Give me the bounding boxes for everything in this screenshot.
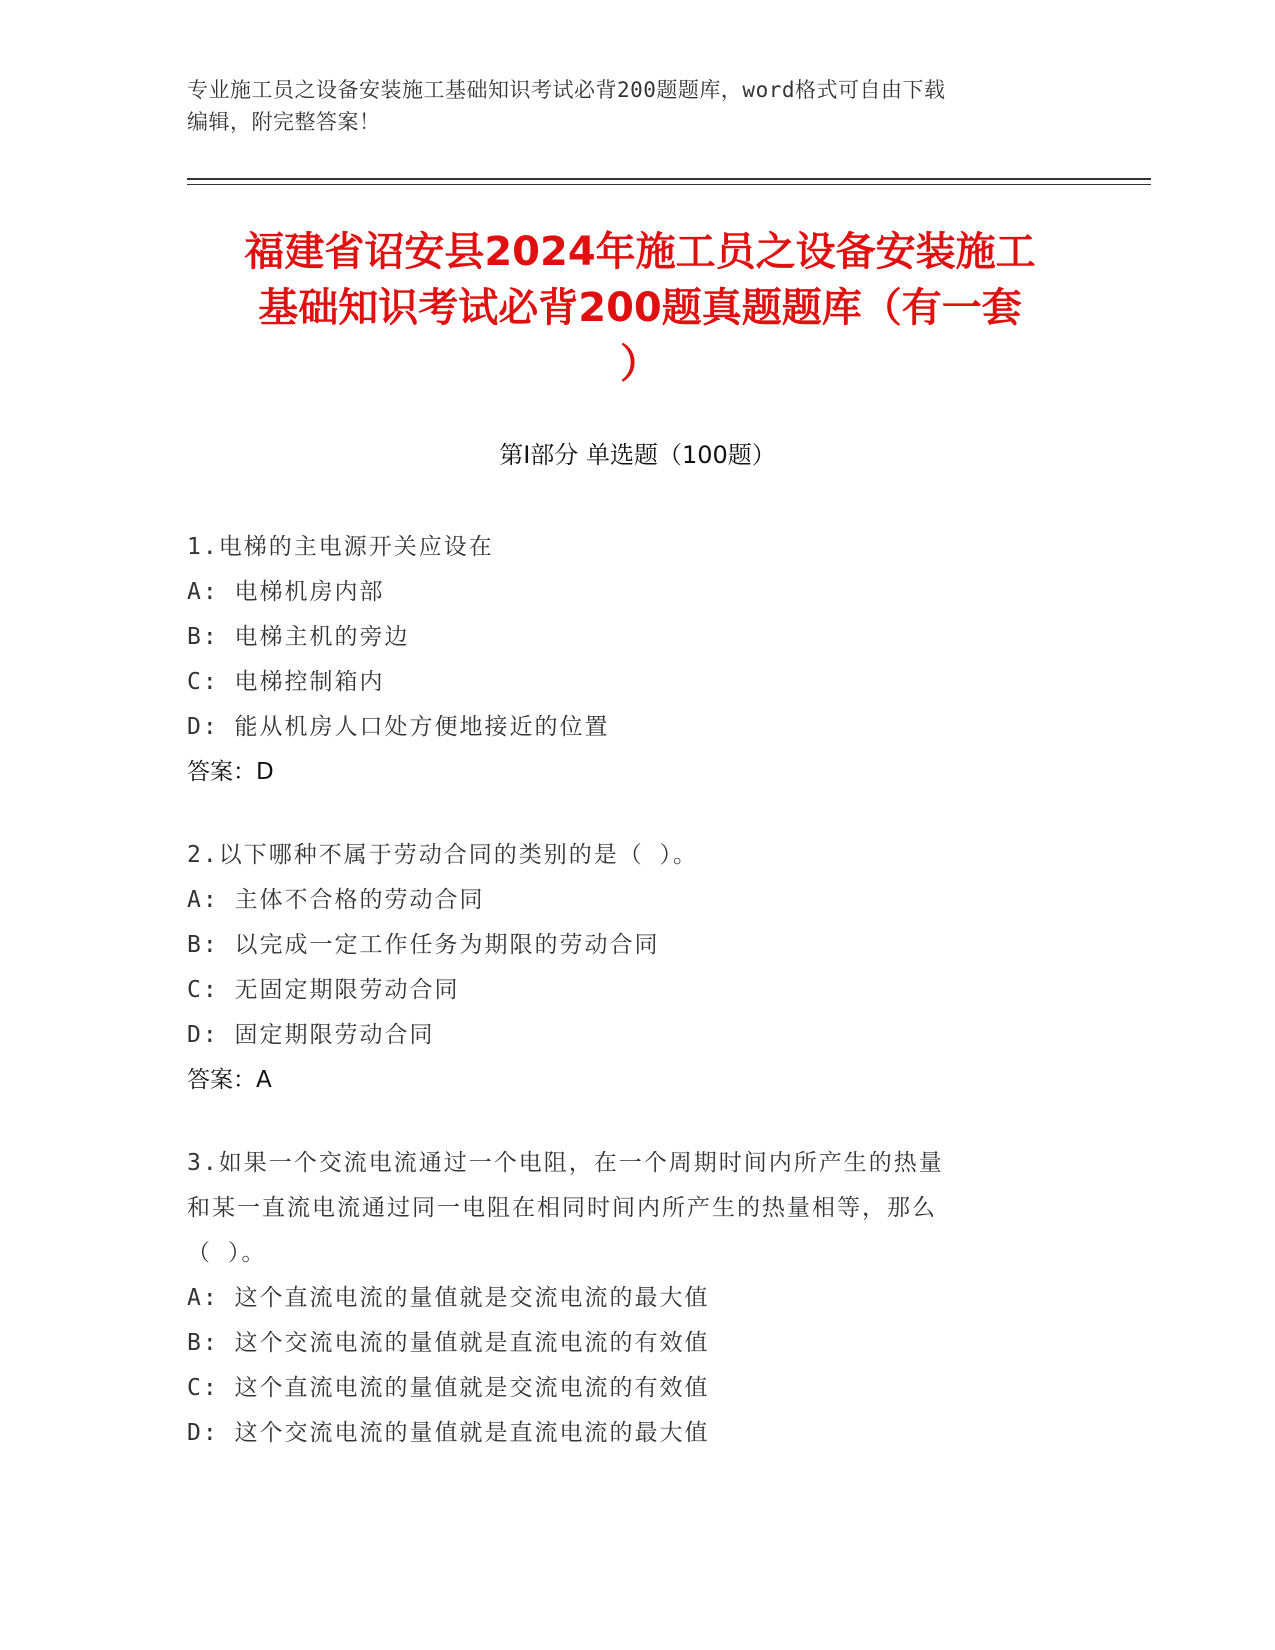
section-title: 第Ⅰ部分 单选题（100题） xyxy=(499,441,776,469)
option-b: B: 这个交流电流的量值就是直流电流的有效值 xyxy=(187,1330,710,1356)
document-title-line-1: 福建省诏安县2024年施工员之设备安装施工 xyxy=(244,229,1036,275)
header-note-line-2: 编辑，附完整答案！ xyxy=(187,110,381,134)
header-divider-thick xyxy=(187,178,1151,180)
question-text: 2.以下哪种不属于劳动合同的类别的是（ ）。 xyxy=(187,842,699,868)
option-a: A: 这个直流电流的量值就是交流电流的最大值 xyxy=(187,1285,710,1311)
answer: 答案：A xyxy=(187,1067,272,1093)
question-list xyxy=(187,525,1067,1494)
question-text-line-3: （ ）。 xyxy=(187,1240,267,1266)
question-3 xyxy=(187,1141,1067,1456)
option-c: C: 无固定期限劳动合同 xyxy=(187,977,460,1003)
document-title-line-3: ） xyxy=(620,341,660,387)
question-text: 1.电梯的主电源开关应设在 xyxy=(187,534,494,560)
question-1 xyxy=(187,525,1067,795)
question-2 xyxy=(187,833,1067,1103)
option-c: C: 电梯控制箱内 xyxy=(187,669,385,695)
option-d: D: 这个交流电流的量值就是直流电流的最大值 xyxy=(187,1420,710,1446)
question-text-line-2: 和某一直流电流通过同一电阻在相同时间内所产生的热量相等，那么 xyxy=(187,1195,937,1221)
option-d: D: 能从机房人口处方便地接近的位置 xyxy=(187,714,610,740)
option-d: D: 固定期限劳动合同 xyxy=(187,1022,435,1048)
header-note-line-1: 专业施工员之设备安装施工基础知识考试必背200题题库，word格式可自由下载 xyxy=(187,78,946,102)
document-title xyxy=(175,224,1105,392)
option-c: C: 这个直流电流的量值就是交流电流的有效值 xyxy=(187,1375,710,1401)
option-b: B: 电梯主机的旁边 xyxy=(187,624,410,650)
option-a: A: 电梯机房内部 xyxy=(187,579,385,605)
option-a: A: 主体不合格的劳动合同 xyxy=(187,887,485,913)
header-divider-thin xyxy=(187,184,1151,185)
option-b: B: 以完成一定工作任务为期限的劳动合同 xyxy=(187,932,660,958)
header-note xyxy=(187,74,1087,138)
question-text-line-1: 3.如果一个交流电流通过一个电阻，在一个周期时间内所产生的热量 xyxy=(187,1150,944,1176)
answer: 答案：D xyxy=(187,759,274,785)
document-title-line-2: 基础知识考试必背200题真题题库（有一套 xyxy=(258,285,1022,331)
